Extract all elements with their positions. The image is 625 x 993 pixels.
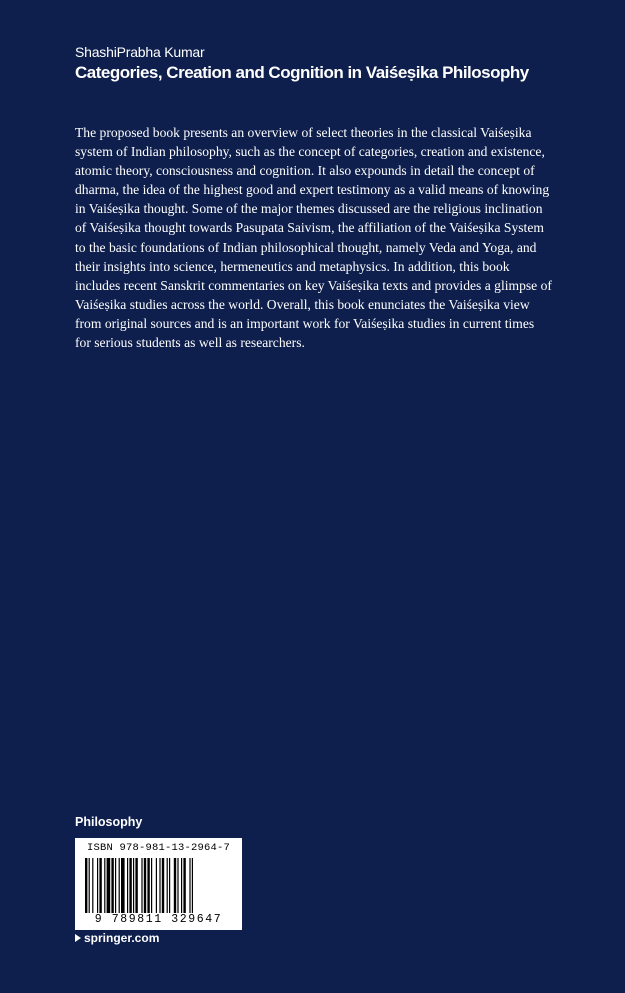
isbn-label: ISBN 978-981-13-2964-7 — [86, 842, 231, 854]
website-label[interactable]: springer.com — [84, 931, 160, 945]
publisher-website[interactable] — [75, 931, 159, 945]
book-description: The proposed book presents an overview of select theories in the classical Vaiśeṣika system of Indian philosophy, such as the concept of categories, creation and existence, atomic theory, consciousness and cognition. It also expounds in detail the concept of dharma, the idea of the highest good and expert testimony as a valid means of knowing in Vaiśeṣika thought. Some of the major themes discussed are the religious inclination of Vaiśeṣika thought towards Pasupata Saivism, the affiliation of the Vaiśeṣika System to the basic foundations of Indian philosophical thought, namely Veda and Yoga, and their insights into science, hermeneutics and metaphysics. In addition, this book includes recent Sanskrit commentaries on key Vaiśeṣika texts and provides a glimpse of Vaiśeṣika studies across the world. Overall, this book enunciates the Vaiśeṣika view from original sources and is an important work for Vaiśeṣika studies in current times for serious students as well as researchers. — [75, 125, 552, 351]
author-name: ShashiPrabha Kumar — [75, 44, 205, 60]
barcode-icon — [83, 858, 234, 916]
book-title: Categories, Creation and Cognition in Vaiśeṣika Philosophy — [75, 63, 529, 82]
subject-category: Philosophy — [75, 815, 143, 829]
right-triangle-arrow-icon — [75, 934, 81, 942]
isbn-barcode — [75, 838, 242, 930]
barcode-digits: 9 789811 329647 — [94, 913, 223, 926]
